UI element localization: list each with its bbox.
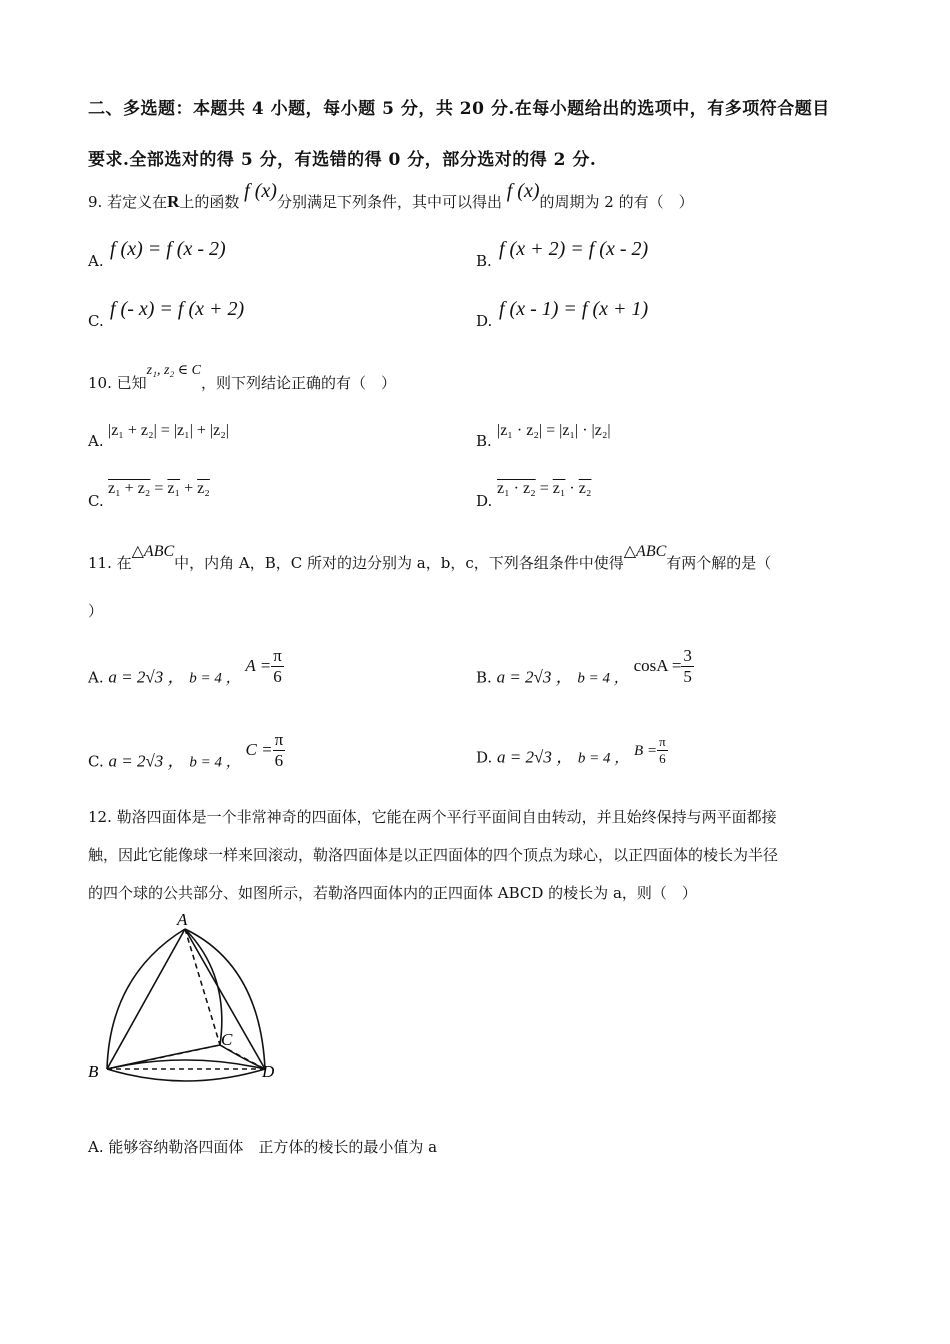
vertex-c-label: C	[221, 1030, 233, 1049]
option-11d: D. a = 2√3 ， b = 4 ， B = $\frac{\pi}{6}$	[476, 734, 666, 767]
option-11b: B. a = 2√3 ， b = 4 ， cosA = $\frac{3}{5}$	[476, 646, 692, 687]
arc-b-d-upper	[107, 1060, 265, 1069]
question-11-stem: 11. 在△ABC中，内角 A，B，C 所对的边分别为 a，b，c，下列各组条件中使得△ABC有两个解的是（	[88, 543, 772, 572]
section-header-line2: 要求.全部选对的得 5 分，有选错的得 0 分，部分选对的得 2 分.	[88, 150, 597, 170]
option-10c: C.	[88, 492, 104, 510]
option-10c-expr: z₁ + z₂ = z₁ + z₂	[108, 480, 210, 497]
vertex-b-label: B	[88, 1062, 99, 1081]
reuleaux-tetrahedron-figure	[80, 905, 300, 1085]
option-9b: B.	[476, 252, 492, 270]
option-10d: D.	[476, 492, 493, 510]
section-header-line1: 二、多选题：本题共 4 小题，每小题 5 分，共 20 分.在每小题给出的选项中，有多项符合题目	[88, 99, 830, 119]
option-10b-expr: |z₁ · z₂| = |z₁| · |z₂|	[497, 422, 611, 439]
option-10d-expr: z₁ · z₂ = z₁ · z₂	[497, 480, 592, 497]
option-9b-expr: f (x + 2) = f (x - 2)	[499, 238, 649, 260]
question-9-stem: 9. 若定义在R上的函数 f (x)分别满足下列条件，其中可以得出 f (x)的周期为 2 的有（ ）	[88, 180, 694, 211]
option-10b: B.	[476, 432, 492, 450]
vertex-a-label: A	[177, 910, 188, 929]
option-9d: D.	[476, 312, 493, 330]
option-10a: A.	[88, 432, 104, 450]
question-12-line3: 的四个球的公共部分、如图所示，若勒洛四面体内的正四面体 ABCD 的棱长为 a，则（ ）	[88, 884, 697, 902]
option-9a: A.	[88, 252, 104, 270]
option-11a: A. a = 2√3 ， b = 4 ， A = $\frac{\pi}{6}$	[88, 646, 282, 687]
vertex-d-label: D	[262, 1062, 275, 1081]
option-9a-expr: f (x) = f (x - 2)	[110, 238, 226, 260]
question-10-stem: 10. 已知z₁, z₂ ∈ C，则下列结论正确的有（ ）	[88, 363, 396, 392]
option-9d-expr: f (x - 1) = f (x + 1)	[499, 298, 649, 320]
option-12a: A. 能够容纳勒洛四面体 正方体的棱长的最小值为 a	[88, 1138, 438, 1156]
option-9c-expr: f (- x) = f (x + 2)	[110, 298, 245, 320]
question-12-line1: 12. 勒洛四面体是一个非常神奇的四面体，它能在两个平行平面间自由转动，并且始终保持与两平面都接	[88, 808, 777, 826]
question-11-close: ）	[88, 602, 104, 620]
option-10a-expr: |z₁ + z₂| = |z₁| + |z₂|	[108, 422, 230, 439]
question-12-line2: 触，因此它能像球一样来回滚动，勒洛四面体是以正四面体的四个顶点为球心，以正四面体的棱长为半径	[88, 846, 779, 864]
edge-a-b	[107, 929, 185, 1069]
arc-b-d-lower	[107, 1069, 265, 1081]
option-11c: C. a = 2√3 ， b = 4 ， C = $\frac{\pi}{6}$	[88, 730, 284, 771]
option-9c: C.	[88, 312, 104, 330]
